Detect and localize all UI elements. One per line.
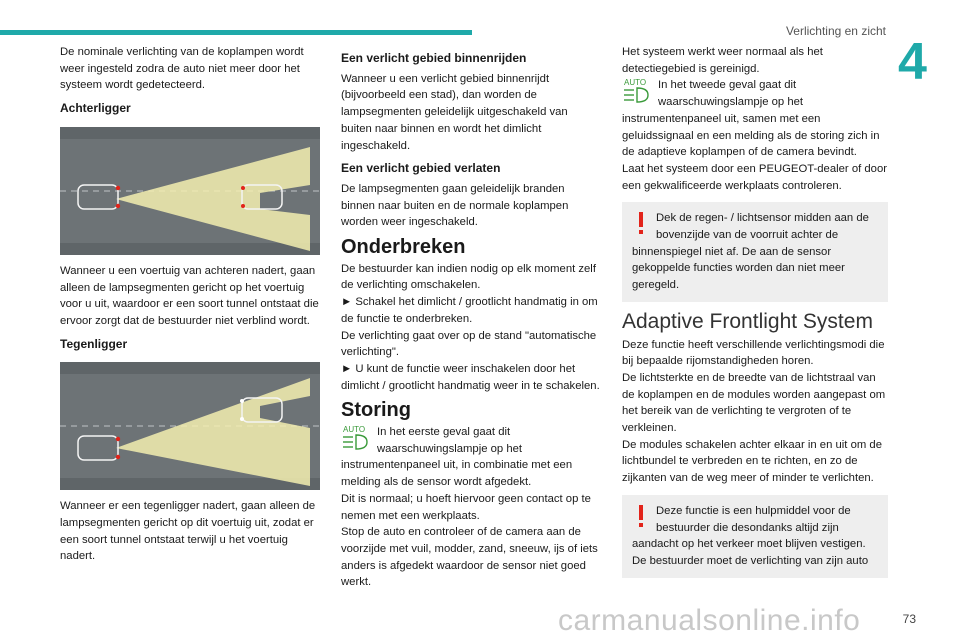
warning-text: De bestuurder moet de verlichting van zijn auto [632,554,869,567]
column-1 [60,44,320,569]
paragraph: Deze functie heeft verschillende verlichtingsmodi die bij bepaalde rijomstandigheden horen. [622,338,885,368]
paragraph: Laat het systeem door een PEUGEOT-dealer of door een gekwalificeerde werkplaats controleren. [622,162,887,192]
svg-text:AUTO: AUTO [624,78,647,88]
paragraph: Wanneer u een voertuig van achteren nadert, gaan alleen de lampsegmenten gericht op het voertuig voor u uit, waardoor er een soort tunnel ontstaat die ervoor zorgt dat de bestuurder niet verblind wordt. [60,264,319,327]
page-number: 73 [902,612,916,626]
chapter-number: 4 [898,33,927,91]
heading-lit-area-leave: Een verlicht gebied verlaten [341,161,501,176]
heading-oncoming: Tegenligger [60,336,128,351]
exclamation-icon [632,503,650,529]
auto-headlamp-warning-icon [341,424,373,452]
instruction-step: ► U kunt de functie weer inschakelen door het dimlicht / grootlicht handmatig weer in te schakelen. [341,362,600,392]
paragraph: Dit is normaal; u hoeft hiervoor geen contact op te nemen met een werkplaats. [341,492,591,522]
warning-text: Deze functie is een hulpmiddel voor de bestuurder die desondanks altijd zijn aandacht op het verkeer moet blijven vestigen. [632,504,866,551]
paragraph: De verlichting gaat over op de stand "automatische verlichting". [341,329,597,359]
paragraph: De nominale verlichting van de koplampen wordt weer ingesteld zodra de auto niet meer door het systeem wordt gedetecteerd. [60,46,304,92]
illustration-vehicle-ahead [60,127,320,255]
column-2 [341,44,601,595]
heading-fault: Storing [341,399,411,422]
paragraph: Wanneer u een verlicht gebied binnenrijdt (bijvoorbeeld een stad), dan worden de lampsegmenten geleidelijk uitgeschakeld van buiten naar binnen en wordt het dimlicht ingeschakeld. [341,72,568,152]
illustration-oncoming-vehicle [60,362,320,490]
paragraph: Stop de auto en controleer of de camera aan de voorzijde met vuil, modder, zand, sneeuw, ijs of iets anders is afgedekt waardoor de sensor niet goed werkt. [341,526,598,589]
paragraph: Het systeem werkt weer normaal als het detectiegebied is gereinigd. [622,46,823,75]
instruction-step: ► Schakel het dimlicht / grootlicht handmatig in om de functie te onderbreken. [341,296,598,325]
warning-box [622,495,888,578]
heading-behind: Achterligger [60,101,131,116]
paragraph: De modules schakelen achter elkaar in en uit om de lichtbundel te verbreden en te richten, en zo de zijkanten van de weg meer of minder te verlichten. [622,438,882,485]
svg-text:AUTO: AUTO [343,425,366,435]
header-accent-bar [0,30,472,35]
paragraph: De bestuurder kan indien nodig op elk moment zelf de verlichting omschakelen. [341,262,596,292]
watermark: carmanualsonline.info [558,604,861,637]
auto-headlamp-warning-icon [622,77,654,105]
warning-box [622,202,888,302]
exclamation-icon [632,210,650,236]
heading-interrupt: Onderbreken [341,236,466,259]
warning-text: Dek de regen- / lichtsensor midden aan de bovenzijde van de voorruit achter de binnenspiegel niet af. De aan de sensor gekoppelde functies worden dan niet meer geregeld. [632,212,869,292]
section-title: Verlichting en zicht [785,24,886,38]
paragraph: In het eerste geval gaat dit waarschuwingslampje op het instrumentenpaneel uit, in combinatie met een melding als de sensor wordt afgedekt. [341,426,573,489]
paragraph: In het tweede geval gaat dit waarschuwingslampje op het instrumentenpaneel uit, samen met een geluidssignaal en een melding als de storing zich in de adaptieve koplampen of de camera bevindt. [622,79,880,159]
heading-lit-area-enter: Een verlicht gebied binnenrijden [341,51,527,65]
heading-afs: Adaptive Frontlight System [622,309,873,333]
paragraph: De lampsegmenten gaan geleidelijk branden binnen naar buiten en de normale koplampen worden weer ingeschakeld. [341,182,569,229]
paragraph: Wanneer er een tegenligger nadert, gaan alleen de lampsegmenten gericht op dit voertuig uit, zodat er een soort tunnel ontstaat terwijl u het voertuig nadert. [60,500,316,563]
column-3 [622,44,888,590]
paragraph: De lichtsterkte en de breedte van de lichtstraal van de koplampen en de modules worden aangepast om het bereik van de verlichting te vergroten of te verkleinen. [622,371,886,435]
